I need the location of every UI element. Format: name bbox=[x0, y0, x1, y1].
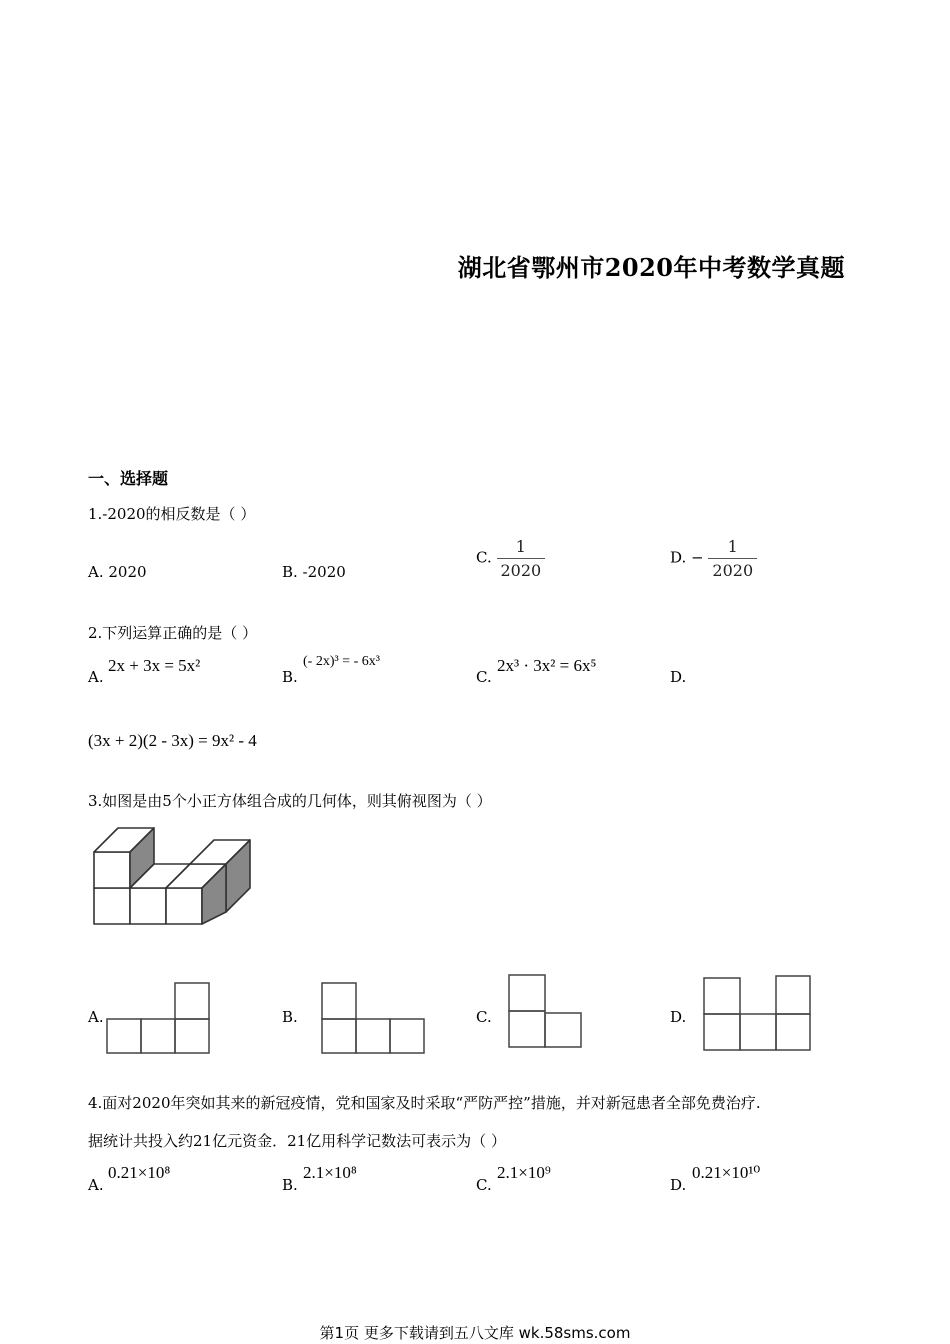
q4-option-d-label[interactable]: D. bbox=[670, 1176, 687, 1194]
q2-option-c-label[interactable]: C. bbox=[476, 668, 492, 686]
q4-option-c-expr: 2.1×10⁹ bbox=[497, 1163, 551, 1182]
q2-option-c-expr: 2x³ · 3x² = 6x⁵ bbox=[497, 656, 597, 675]
q1-option-c-label: C. bbox=[476, 548, 492, 567]
page-footer: 第1页 更多下载请到五八文库 wk.58sms.com bbox=[319, 1324, 631, 1342]
q2-option-b-expr: (- 2x)³ = - 6x³ bbox=[303, 654, 380, 669]
q3-option-b-label[interactable]: B. bbox=[282, 1008, 298, 1026]
question-1-stem: 1.-2020的相反数是（ ） bbox=[88, 505, 256, 523]
q1-option-d-fraction bbox=[708, 537, 757, 580]
q1-option-b[interactable]: B. -2020 bbox=[282, 563, 346, 581]
q1-option-a[interactable]: A. 2020 bbox=[88, 563, 147, 581]
fraction-denominator: 2020 bbox=[712, 561, 754, 580]
fraction-bar bbox=[708, 558, 757, 559]
q3-option-a-label[interactable]: A. bbox=[88, 1008, 104, 1026]
question-4-stem-line-2: 据统计共投入约21亿元资金．21亿用科学记数法可表示为（ ） bbox=[88, 1132, 506, 1150]
cube-figure bbox=[88, 822, 268, 932]
q1-option-d-label: D. bbox=[670, 548, 687, 567]
q2-option-a-expr: 2x + 3x = 5x² bbox=[108, 656, 201, 675]
cube-face bbox=[130, 888, 166, 924]
section-heading: 一、选择题 bbox=[88, 469, 169, 488]
q2-option-d-label[interactable]: D. bbox=[670, 668, 687, 686]
q1-option-c[interactable] bbox=[476, 537, 545, 580]
q4-option-d-expr: 0.21×10¹⁰ bbox=[692, 1163, 761, 1182]
q4-option-a-label[interactable]: A. bbox=[88, 1176, 104, 1194]
q2-option-b-label[interactable]: B. bbox=[282, 668, 298, 686]
q2-option-d-expr: (3x + 2)(2 - 3x) = 9x² - 4 bbox=[88, 731, 257, 750]
page-title: 湖北省鄂州市2020年中考数学真题 bbox=[457, 253, 845, 282]
q4-option-b-label[interactable]: B. bbox=[282, 1176, 298, 1194]
q3-option-d-label[interactable]: D. bbox=[670, 1008, 687, 1026]
q4-option-b-expr: 2.1×10⁸ bbox=[303, 1163, 357, 1182]
cube-face bbox=[94, 888, 130, 924]
question-3-stem: 3.如图是由5个小正方体组合成的几何体，则其俯视图为（ ） bbox=[88, 792, 492, 810]
fraction-denominator: 2020 bbox=[500, 561, 542, 580]
fraction-numerator: 1 bbox=[515, 537, 526, 556]
q3-option-a-view[interactable] bbox=[105, 981, 215, 1057]
q3-option-c-view[interactable] bbox=[507, 973, 587, 1053]
q3-option-b-view[interactable] bbox=[320, 981, 430, 1057]
q2-option-a-label[interactable]: A. bbox=[88, 668, 104, 686]
q1-option-d[interactable] bbox=[670, 537, 757, 580]
fraction-numerator: 1 bbox=[727, 537, 738, 556]
q4-option-a-expr: 0.21×10⁸ bbox=[108, 1163, 171, 1182]
cube-face bbox=[166, 888, 202, 924]
question-2-stem: 2.下列运算正确的是（ ） bbox=[88, 624, 258, 642]
question-4-stem-line-1: 4.面对2020年突如其来的新冠疫情，党和国家及时采取“严防严控”措施，并对新冠患者全部免费治疗. bbox=[88, 1094, 761, 1112]
q1-option-d-sign: − bbox=[691, 548, 704, 567]
q1-option-c-fraction bbox=[497, 537, 546, 580]
q3-option-d-view[interactable] bbox=[702, 974, 814, 1056]
cube-face bbox=[94, 852, 130, 888]
q3-option-c-label[interactable]: C. bbox=[476, 1008, 492, 1026]
q4-option-c-label[interactable]: C. bbox=[476, 1176, 492, 1194]
fraction-bar bbox=[497, 558, 546, 559]
